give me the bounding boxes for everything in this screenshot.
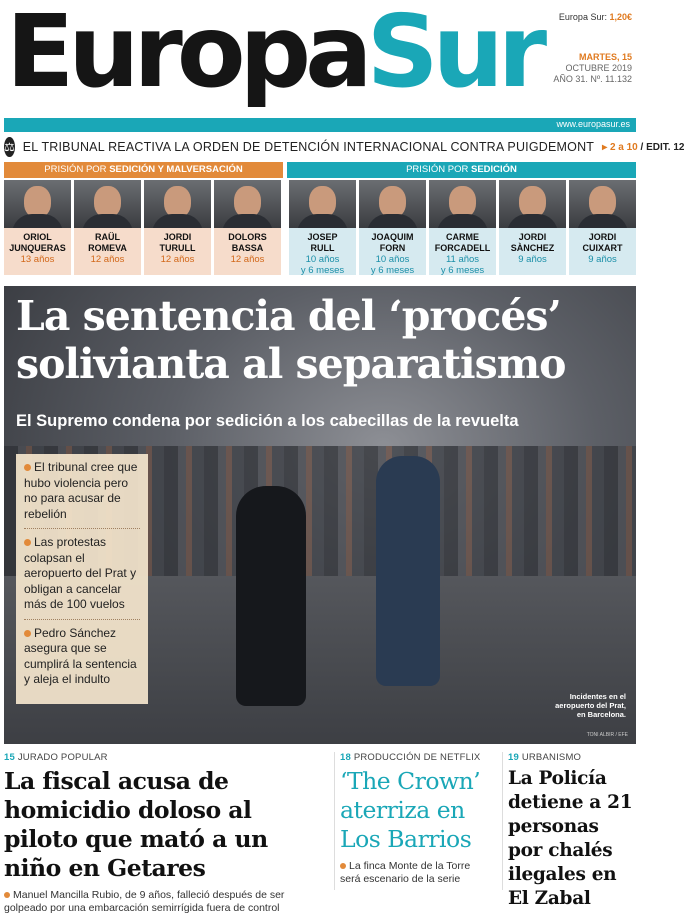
person-card[interactable] [359,180,426,275]
bullet-text: El tribunal cree que hubo violencia pero no para acusar de rebelión [24,460,138,521]
photo-caption [555,692,626,719]
person-sentence: 10 años [375,254,410,265]
lead-subheadline: El Supremo condena por sedición a los cabecillas de la revuelta [16,412,519,430]
person-first-name: ORIOL [23,232,52,242]
person-card[interactable] [74,180,141,275]
ref-edit: / EDIT. 12 [640,141,684,153]
page-number: 19 [508,752,519,763]
kicker-text: JURADO POPULAR [17,752,108,763]
person-last-name: JUNQUERAS [9,243,66,253]
date-day: MARTES, 15 [578,52,632,62]
protester-figure [376,456,440,686]
portrait-photo [74,180,141,228]
caption-line-1: Incidentes en el [569,692,626,701]
gavel-icon: ⚖ [4,137,15,157]
person-first-name: CARME [446,232,479,242]
price [559,12,632,22]
person-card[interactable] [4,180,71,275]
page-number: 15 [4,752,15,763]
portrait-photo [214,180,281,228]
person-sentence: 9 años [518,254,547,265]
caption-line-2: aeropuerto del Prat, [555,701,626,710]
date-month: OCTUBRE 2019 [565,63,632,73]
person-sentence-extra: y 6 meses [440,265,485,276]
person-sentence: 12 años [160,254,195,265]
masthead [0,0,640,118]
website-link[interactable]: www.europasur.es [556,119,630,129]
lead-headline[interactable] [16,292,565,388]
sentenced-people [4,180,636,275]
newspaper-logo[interactable] [6,0,542,110]
person-first-name: JORDI [588,232,617,242]
lead-bullets [16,454,148,704]
story-the-crown[interactable] [334,752,484,890]
bullet-dot-icon [4,892,10,898]
story-getares[interactable] [4,752,316,914]
page-number: 18 [340,752,351,763]
person-sentence: 9 años [588,254,617,265]
kicker-text: PRODUCCIÓN DE NETFLIX [353,752,481,763]
bullet-item [24,535,140,620]
story-kicker [508,752,636,763]
person-first-name: JORDI [518,232,547,242]
story-kicker [4,752,316,763]
portrait-photo [359,180,426,228]
kicker-text: URBANISMO [521,752,582,763]
section-right-prefix: PRISIÓN POR [406,164,469,175]
lead-story[interactable] [4,286,636,744]
story-headline[interactable]: La fiscal acusa de homicidio doloso al piloto que mató a un niño en Getares [4,767,268,882]
person-last-name: RULL [310,243,335,253]
bullet-dot-icon [24,630,31,637]
blurb-text: La finca Monte de la Torre será escenario de la serie [340,860,471,885]
portrait-photo [289,180,356,228]
person-card[interactable] [214,180,281,275]
person-last-name: CUIXART [582,243,623,253]
person-first-name: JOSEP [307,232,338,242]
date-block [553,52,632,85]
top-story-line[interactable] [4,136,684,158]
section-sedition [287,162,636,178]
section-left-bold: SEDICIÓN Y MALVERSACIÓN [109,164,243,175]
bullet-dot-icon [24,539,31,546]
logo-europa: Europa [6,0,367,110]
person-sentence: 13 años [20,254,55,265]
caption-line-3: en Barcelona. [576,710,626,719]
bullet-dot-icon [24,464,31,471]
portrait-photo [4,180,71,228]
person-sentence: 12 años [230,254,265,265]
blurb-text: Manuel Mancilla Rubio, de 9 años, falleció después de ser golpeado por una embarcación semirrígida fuera de control [4,889,285,914]
bullet-item [24,626,140,694]
bullet-item [24,460,140,529]
bullet-text: Las protestas colapsan el aeropuerto del Prat y obligan a cancelar más de 100 vuelos [24,535,137,611]
logo-sur: Sur [366,0,542,110]
person-last-name: ROMEVA [88,243,127,253]
person-last-name: BASSA [231,243,264,253]
portrait-photo [144,180,211,228]
story-blurb [340,860,484,886]
person-card[interactable] [569,180,636,275]
person-first-name: DOLORS [228,232,267,242]
story-blurb [4,889,316,915]
person-card[interactable] [499,180,566,275]
headline-line-1: La sentencia del ‘procés’ [16,292,561,340]
person-sentence-extra: y 6 meses [300,265,345,276]
bullet-dot-icon [340,863,346,869]
story-kicker [340,752,484,763]
edition-number: AÑO 31. Nº. 11.132 [553,74,632,84]
price-label: Europa Sur: [558,12,607,22]
section-left-prefix: PRISIÓN POR [44,164,107,175]
portrait-photo [499,180,566,228]
person-first-name: JOAQUIM [371,232,414,242]
page-reference [602,142,684,153]
person-sentence: 11 años [445,254,480,265]
ref-pages: ▸ 2 a 10 [602,141,638,153]
person-last-name: SÀNCHEZ [510,243,555,253]
story-headline[interactable]: La Policía detiene a 21 personas por chalés ilegales en El Zabal [508,768,633,909]
person-card[interactable] [144,180,211,275]
person-sentence-extra: y 6 meses [370,265,415,276]
riot-police-figure [236,486,306,706]
person-card[interactable] [429,180,496,275]
person-first-name: RAÜL [95,232,120,242]
person-first-name: JORDI [163,232,192,242]
price-value: 1,20€ [609,12,632,22]
person-last-name: FORN [379,243,406,253]
photo-credit: TONI ALBIR / EFE [586,732,628,738]
person-sentence: 10 años [305,254,340,265]
person-sentence: 12 años [90,254,125,265]
person-card[interactable] [289,180,356,275]
portrait-photo [569,180,636,228]
story-headline[interactable]: ‘The Crown’ aterriza en Los Barrios [340,767,481,853]
section-sedition-embezzlement [4,162,283,178]
top-story-text: EL TRIBUNAL REACTIVA LA ORDEN DE DETENCIÓN INTERNACIONAL CONTRA PUIGDEMONT [22,140,595,154]
person-last-name: TURULL [159,243,196,253]
masthead-bar [4,118,636,132]
portrait-photo [429,180,496,228]
headline-line-2: solivianta al separatismo [16,340,566,388]
person-last-name: FORCADELL [434,243,491,253]
section-right-bold: SEDICIÓN [471,164,517,175]
story-el-zabal[interactable] [502,752,636,909]
bullet-text: Pedro Sánchez asegura que se cumplirá la sentencia y aleja el indulto [24,625,137,686]
